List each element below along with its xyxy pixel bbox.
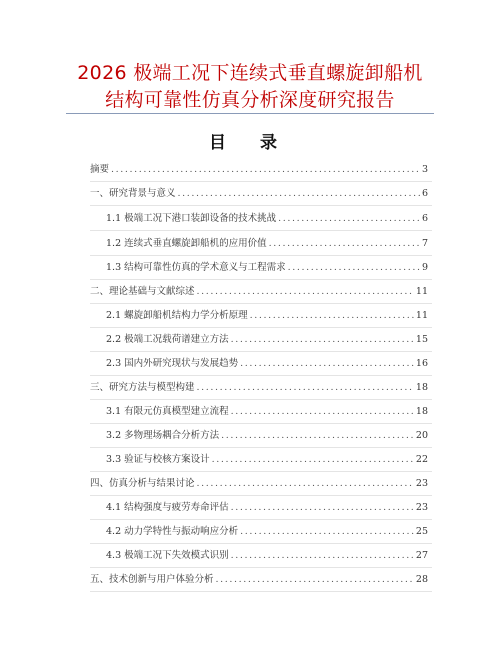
toc-entry-label: 4.2 动力学特性与振动响应分析 bbox=[106, 526, 239, 537]
toc-entry-chapter-4[interactable] bbox=[90, 477, 428, 491]
toc-divider bbox=[90, 303, 432, 304]
toc-leader-dots bbox=[197, 477, 414, 491]
toc-leader-dots bbox=[212, 453, 414, 467]
toc-leader-dots bbox=[216, 573, 414, 587]
toc-leader-dots bbox=[231, 549, 414, 563]
toc-entry-page: 7 bbox=[421, 238, 428, 249]
toc-leader-dots bbox=[231, 501, 414, 515]
toc-leader-dots bbox=[231, 333, 414, 347]
toc-leader-dots bbox=[221, 429, 414, 443]
toc-divider bbox=[90, 181, 432, 182]
toc-entry-page: 23 bbox=[415, 478, 428, 489]
toc-divider bbox=[90, 375, 432, 376]
toc-leader-dots bbox=[240, 525, 414, 539]
toc-divider bbox=[90, 351, 432, 352]
toc-entry-label: 1.3 结构可靠性仿真的学术意义与工程需求 bbox=[106, 262, 286, 273]
toc-leader-dots bbox=[269, 237, 420, 251]
toc-divider bbox=[90, 255, 432, 256]
toc-entry-label: 1.2 连续式垂直螺旋卸船机的应用价值 bbox=[106, 238, 267, 249]
toc-divider bbox=[90, 205, 432, 206]
toc-entry-chapter-3[interactable] bbox=[90, 381, 428, 395]
toc-entry-1-3[interactable] bbox=[106, 261, 428, 275]
toc-entry-4-3[interactable] bbox=[106, 549, 428, 563]
toc-entry-1-2[interactable] bbox=[106, 237, 428, 251]
toc-divider bbox=[90, 423, 432, 424]
toc-divider bbox=[90, 519, 432, 520]
toc-entry-4-2[interactable] bbox=[106, 525, 428, 539]
toc-entry-label: 2.1 螺旋卸船机结构力学分析原理 bbox=[106, 310, 248, 321]
toc-entry-2-3[interactable] bbox=[106, 357, 428, 371]
toc-divider bbox=[90, 447, 432, 448]
toc-entry-label: 4.1 结构强度与疲劳寿命评估 bbox=[106, 502, 229, 513]
toc-entry-1-1[interactable] bbox=[106, 212, 428, 226]
toc-entry-page: 22 bbox=[415, 454, 428, 465]
toc-entry-chapter-5[interactable] bbox=[90, 573, 428, 587]
toc-entry-page: 9 bbox=[421, 262, 428, 273]
toc-entry-label: 五、技术创新与用户体验分析 bbox=[90, 574, 214, 585]
toc-divider bbox=[90, 471, 432, 472]
toc-leader-dots bbox=[231, 405, 414, 419]
toc-leader-dots bbox=[250, 309, 414, 323]
toc-divider bbox=[90, 591, 432, 592]
toc-entry-label: 三、研究方法与模型构建 bbox=[90, 382, 195, 393]
toc-divider bbox=[90, 230, 432, 231]
toc-entry-page: 11 bbox=[415, 310, 428, 321]
toc-heading: 目 录 bbox=[209, 133, 291, 153]
toc-entry-chapter-2[interactable] bbox=[90, 285, 428, 299]
document-title-line-1: 2026 极端工况下连续式垂直螺旋卸船机 bbox=[77, 62, 423, 84]
toc-entry-label: 二、理论基础与文献综述 bbox=[90, 286, 195, 297]
toc-entry-page: 6 bbox=[421, 213, 428, 224]
toc-entry-3-2[interactable] bbox=[106, 429, 428, 443]
toc-divider bbox=[90, 495, 432, 496]
toc-entry-page: 27 bbox=[415, 550, 428, 561]
toc-entry-label: 3.3 验证与校核方案设计 bbox=[106, 454, 210, 465]
toc-entry-page: 6 bbox=[421, 188, 428, 199]
toc-entry-label: 摘要 bbox=[90, 164, 110, 175]
document-title-line-2: 结构可靠性仿真分析深度研究报告 bbox=[105, 89, 395, 111]
toc-divider bbox=[90, 543, 432, 544]
toc-leader-dots bbox=[111, 163, 420, 177]
toc-entry-label: 3.2 多物理场耦合分析方法 bbox=[106, 430, 220, 441]
toc-entry-label: 2.3 国内外研究现状与发展趋势 bbox=[106, 358, 239, 369]
toc-entry-3-1[interactable] bbox=[106, 405, 428, 419]
toc-entry-page: 18 bbox=[415, 382, 428, 393]
toc-divider bbox=[90, 279, 432, 280]
toc-entry-chapter-1[interactable] bbox=[90, 187, 428, 201]
toc-leader-dots bbox=[278, 212, 420, 226]
toc-entry-3-3[interactable] bbox=[106, 453, 428, 467]
toc-entry-label: 4.3 极端工况下失效模式识别 bbox=[106, 550, 229, 561]
toc-entry-label: 3.1 有限元仿真模型建立流程 bbox=[106, 406, 229, 417]
toc-entry-page: 15 bbox=[415, 334, 428, 345]
toc-entry-abstract[interactable] bbox=[90, 163, 428, 177]
toc-entry-page: 28 bbox=[415, 574, 428, 585]
toc-entry-label: 2.2 极端工况载荷谱建立方法 bbox=[106, 334, 229, 345]
toc-leader-dots bbox=[240, 357, 414, 371]
toc-leader-dots bbox=[197, 285, 414, 299]
toc-entry-2-2[interactable] bbox=[106, 333, 428, 347]
toc-entry-4-1[interactable] bbox=[106, 501, 428, 515]
toc-entry-label: 四、仿真分析与结果讨论 bbox=[90, 478, 195, 489]
toc-leader-dots bbox=[197, 381, 414, 395]
toc-entry-page: 11 bbox=[415, 286, 428, 297]
toc-leader-dots bbox=[288, 261, 420, 275]
toc-entry-2-1[interactable] bbox=[106, 309, 428, 323]
toc-entry-page: 25 bbox=[415, 526, 428, 537]
toc-entry-page: 20 bbox=[415, 430, 428, 441]
toc-entry-label: 1.1 极端工况下港口装卸设备的技术挑战 bbox=[106, 213, 277, 224]
toc-entry-page: 23 bbox=[415, 502, 428, 513]
toc-divider bbox=[90, 399, 432, 400]
toc-entry-label: 一、研究背景与意义 bbox=[90, 188, 176, 199]
toc-entry-page: 18 bbox=[415, 406, 428, 417]
toc-leader-dots bbox=[178, 187, 420, 201]
toc-entry-page: 3 bbox=[421, 164, 428, 175]
title-divider bbox=[66, 113, 434, 114]
toc-divider bbox=[90, 567, 432, 568]
toc-divider bbox=[90, 327, 432, 328]
toc-entry-page: 16 bbox=[415, 358, 428, 369]
